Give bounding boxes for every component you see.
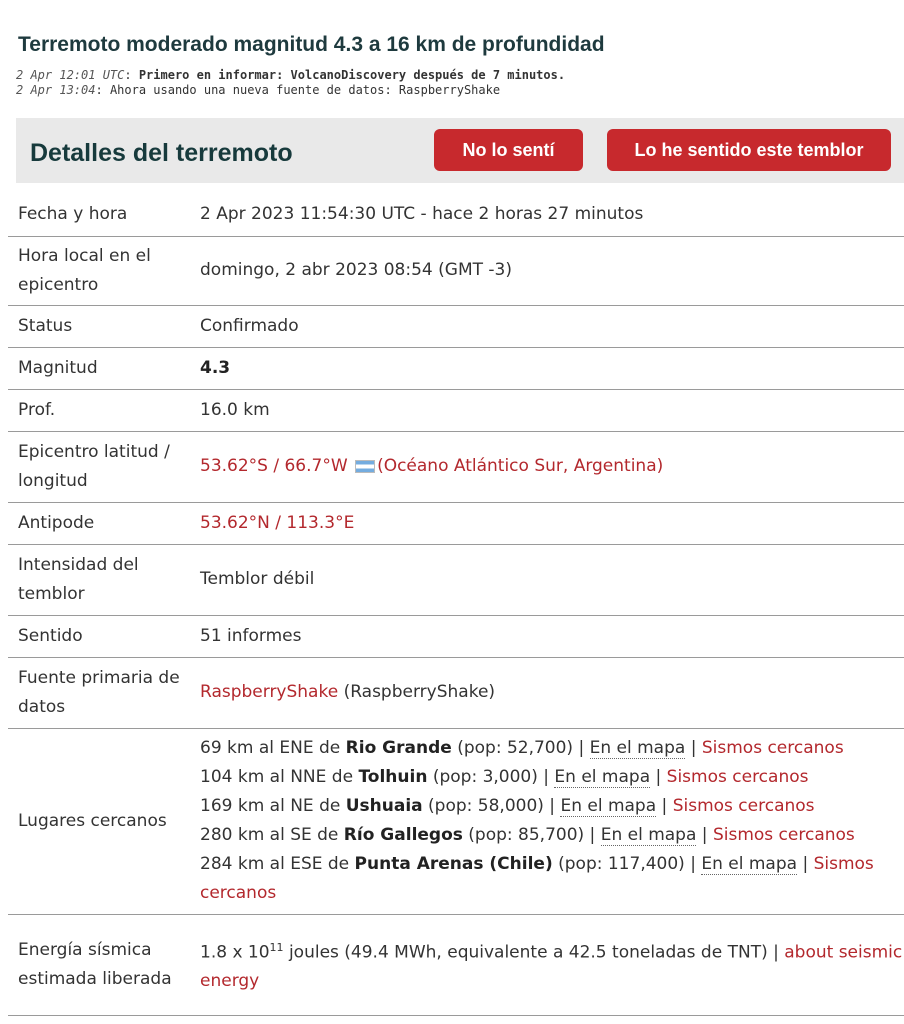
row-label: Intensidad del temblor <box>8 544 192 615</box>
list-item <box>200 821 904 850</box>
row-value: 51 informes <box>192 615 904 657</box>
list-item <box>200 763 904 792</box>
separator: | <box>797 854 814 874</box>
row-label: Status <box>8 305 192 347</box>
table-row <box>8 305 904 347</box>
row-value <box>192 657 904 728</box>
table-row <box>8 389 904 431</box>
row-label: Magnitud <box>8 347 192 389</box>
on-map-link[interactable]: En el mapa <box>600 825 697 845</box>
on-map-link[interactable]: En el mapa <box>701 854 798 874</box>
place-pop: (pop: 52,700) | <box>451 738 590 758</box>
nearby-places <box>192 728 904 914</box>
separator: | <box>696 825 713 845</box>
row-value: domingo, 2 abr 2023 08:54 (GMT -3) <box>192 236 904 305</box>
place-name: Rio Grande <box>345 738 452 758</box>
epicenter-coords-link[interactable]: 53.62°S / 66.7°W <box>200 456 348 476</box>
place-pop: (pop: 117,400) | <box>552 854 702 874</box>
on-map-link[interactable]: En el mapa <box>589 738 686 758</box>
place-name: Río Gallegos <box>343 825 463 845</box>
panel-title: Detalles del terremoto <box>30 139 293 167</box>
nearby-quakes-link[interactable]: Sismos cercanos <box>666 767 809 787</box>
felt-it-button[interactable]: Lo he sentido este temblor <box>607 129 891 171</box>
data-source-link[interactable]: RaspberryShake <box>200 682 339 702</box>
place-distance: 280 km al SE de <box>200 825 344 845</box>
antipode-link[interactable]: 53.62°N / 113.3°E <box>200 512 355 533</box>
row-value: 16.0 km <box>192 389 904 431</box>
argentina-flag-icon <box>355 460 375 473</box>
nearby-quakes-link[interactable]: Sismos cercanos <box>200 854 874 903</box>
separator: | <box>685 738 702 758</box>
row-label: Hora local en el epicentro <box>8 236 192 305</box>
magnitude-value: 4.3 <box>192 347 904 389</box>
place-distance: 169 km al NE de <box>200 796 346 816</box>
row-value <box>192 914 904 1015</box>
on-map-link[interactable]: En el mapa <box>554 767 651 787</box>
list-item <box>200 792 904 821</box>
energy-exponent: 11 <box>269 940 284 954</box>
table-row <box>8 657 904 728</box>
nearby-quakes-link[interactable]: Sismos cercanos <box>672 796 815 816</box>
not-felt-button[interactable]: No lo sentí <box>434 129 583 171</box>
row-label: Antipode <box>8 502 192 544</box>
table-row <box>8 728 904 914</box>
data-source-suffix: (RaspberryShake) <box>338 682 496 702</box>
update-log <box>16 68 565 98</box>
nearby-quakes-link[interactable]: Sismos cercanos <box>701 738 844 758</box>
place-name: Punta Arenas (Chile) <box>354 854 553 874</box>
row-value <box>192 502 904 544</box>
energy-base: 1.8 x 10 <box>200 942 270 963</box>
row-value: Confirmado <box>192 305 904 347</box>
row-label: Epicentro latitud / longitud <box>8 431 192 502</box>
table-row <box>8 431 904 502</box>
update-text: Ahora usando una nueva fuente de datos: RaspberryShake <box>109 83 501 97</box>
separator: | <box>656 796 673 816</box>
table-row <box>8 194 904 236</box>
place-distance: 69 km al ENE de <box>200 738 346 758</box>
update-line: 2 Apr 12:01 UTC: Primero en informar: VolcanoDiscovery después de 7 minutos. <box>16 68 566 82</box>
update-text: Primero en informar: VolcanoDiscovery después de 7 minutos. <box>138 68 566 82</box>
row-label: Lugares cercanos <box>8 728 192 914</box>
table-row <box>8 347 904 389</box>
place-pop: (pop: 58,000) | <box>422 796 561 816</box>
row-value: 2 Apr 2023 11:54:30 UTC - hace 2 horas 27 minutos <box>192 194 904 236</box>
energy-text: joules (49.4 MWh, equivalente a 42.5 toneladas de TNT) | <box>283 942 785 963</box>
table-row <box>8 236 904 305</box>
update-time: 2 Apr 13:04 <box>16 83 96 97</box>
place-distance: 104 km al NNE de <box>200 767 359 787</box>
list-item <box>200 734 904 763</box>
nearby-quakes-link[interactable]: Sismos cercanos <box>712 825 855 845</box>
table-row <box>8 914 904 1015</box>
place-name: Tolhuin <box>358 767 428 787</box>
row-label: Prof. <box>8 389 192 431</box>
details-panel-header <box>16 118 904 183</box>
details-table <box>8 194 904 1016</box>
list-item <box>200 850 904 908</box>
table-row <box>8 544 904 615</box>
update-time: 2 Apr 12:01 UTC <box>16 68 125 82</box>
row-label: Fuente primaria de datos <box>8 657 192 728</box>
page-title: Terremoto moderado magnitud 4.3 a 16 km de profundidad <box>18 33 605 56</box>
table-row <box>8 615 904 657</box>
row-label: Sentido <box>8 615 192 657</box>
epicenter-region-link[interactable]: (Océano Atlántico Sur, Argentina) <box>377 456 664 476</box>
place-distance: 284 km al ESE de <box>200 854 355 874</box>
row-value <box>192 431 904 502</box>
place-pop: (pop: 85,700) | <box>462 825 601 845</box>
row-value: Temblor débil <box>192 544 904 615</box>
row-label: Fecha y hora <box>8 194 192 236</box>
place-pop: (pop: 3,000) | <box>427 767 555 787</box>
place-name: Ushuaia <box>345 796 423 816</box>
separator: | <box>650 767 667 787</box>
table-row <box>8 502 904 544</box>
row-label: Energía sísmica estimada liberada <box>8 914 192 1015</box>
update-line: 2 Apr 13:04: Ahora usando una nueva fuente de datos: RaspberryShake <box>16 83 501 97</box>
about-energy-link[interactable]: about seismic energy <box>200 942 903 992</box>
on-map-link[interactable]: En el mapa <box>560 796 657 816</box>
